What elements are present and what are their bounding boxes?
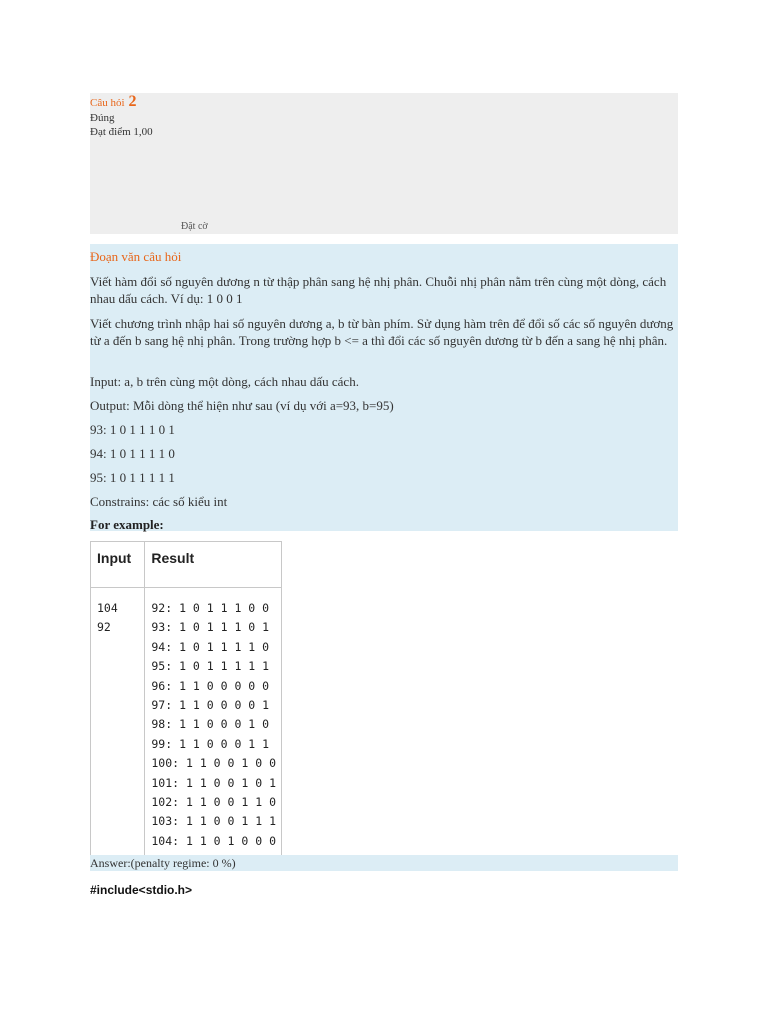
- question-state: Đúng: [90, 112, 115, 124]
- paragraph-output: Output: Mỗi dòng thể hiện như sau (ví dụ với a=93, b=95): [90, 398, 394, 413]
- table-header-input: Input: [91, 542, 145, 588]
- paragraph-example-95: 95: 1 0 1 1 1 1 1: [90, 470, 175, 485]
- table-header-row: [91, 542, 282, 588]
- question-grade: Đạt điểm 1,00: [90, 126, 153, 138]
- answer-code-editor[interactable]: #include<stdio.h>: [90, 883, 193, 897]
- question-number-value: 2: [128, 93, 137, 110]
- answer-label: Answer:(penalty regime: 0 %): [90, 855, 678, 871]
- paragraph-example-94: 94: 1 0 1 1 1 1 0: [90, 446, 175, 461]
- table-header-result: Result: [145, 542, 282, 588]
- table-row: [91, 588, 282, 856]
- example-input-cell: 104 92: [91, 588, 145, 856]
- example-table: [90, 541, 282, 856]
- for-example-label: For example:: [90, 517, 164, 532]
- question-info-panel: [90, 93, 678, 234]
- flag-question-link[interactable]: Đặt cờ: [181, 221, 208, 232]
- example-result-cell: 92: 1 0 1 1 1 0 0 93: 1 0 1 1 1 0 1 94: 1 0 1 1 1 1 0 95: 1 0 1 1 1 1 1 96: 1 1 0 0 0 0 0 97: 1 1 0 0 0 0 1 98: 1 1 0 0 0 1 0 99: 1 1 0 0 0 1 1 100: 1 1 0 0 1 0 0 101: 1 1 0 0 1 0 1 102: 1 1 0 0 1 1 0 103: 1 1 0 0 1 1 1 104: 1 1 0 1 0 0 0: [145, 588, 282, 856]
- paragraph-example-93: 93: 1 0 1 1 1 0 1: [90, 422, 175, 437]
- paragraph-input: Input: a, b trên cùng một dòng, cách nhau dấu cách.: [90, 374, 359, 389]
- question-text-panel: [90, 244, 678, 531]
- paragraph-constraints: Constrains: các số kiểu int: [90, 494, 228, 509]
- question-label: Câu hỏi: [90, 97, 125, 109]
- question-heading: Đoạn văn câu hỏi: [90, 249, 182, 264]
- question-number: [90, 93, 137, 110]
- paragraph-function-desc: Viết hàm đổi số nguyên dương n từ thập phân sang hệ nhị phân. Chuỗi nhị phân nằm trên cùng một dòng, cách nhau dấu cách. Ví dụ: 1 0 0 1: [90, 274, 667, 306]
- paragraph-program-desc: Viết chương trình nhập hai số nguyên dương a, b từ bàn phím. Sử dụng hàm trên để đổi số các số nguyên dương từ a đến b sang hệ nhị phân. Trong trường hợp b <= a thì đổi các số nguyên dương từ b đến a sang hệ nhị phân.: [90, 316, 674, 348]
